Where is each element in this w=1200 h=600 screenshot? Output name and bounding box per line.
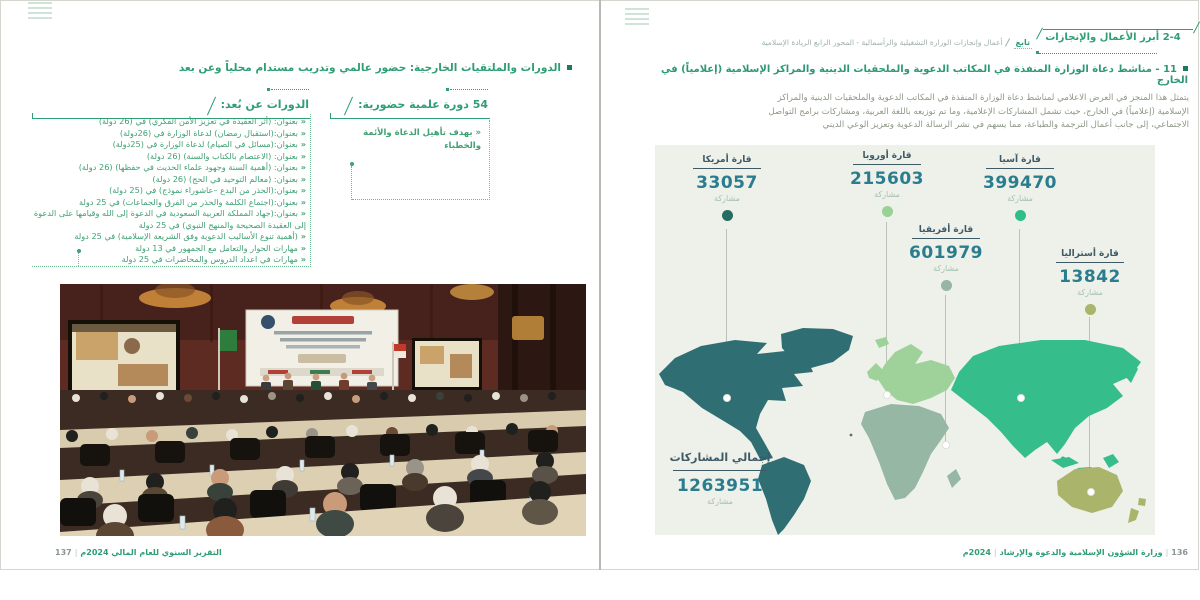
inperson-header-label: 54 دورة علمية حضورية: <box>348 96 490 111</box>
page-number: 136 <box>1171 548 1188 557</box>
continent-name: قارة أوروبا <box>862 151 912 161</box>
stat-underline <box>853 164 921 165</box>
continent-stat-america <box>677 155 777 221</box>
list-item: « مهارات الحوار والتعامل مع الجمهور في 13 دولة <box>32 243 306 255</box>
continent-name: قارة أفريقيا <box>918 225 974 235</box>
list-item: « بعنوان: (أثر العقيدة في تعزيز الأمن الفكري) في (26 دولة) <box>32 116 306 128</box>
inperson-goal-text: « بهدف تأهيل الدعاة والأئمة والخطباء <box>356 127 481 153</box>
breadcrumb-slash-icon <box>1004 38 1009 46</box>
continent-name: قارة آسيا <box>999 155 1041 165</box>
stat-underline <box>912 238 980 239</box>
conference-photo <box>60 284 586 536</box>
section-tab <box>1037 29 1189 49</box>
spread-gutter <box>599 0 601 570</box>
continent-value: 601979 <box>909 243 983 263</box>
stat-dot-icon <box>722 210 733 221</box>
breadcrumb <box>761 38 1032 47</box>
stat-unit-label: مشاركة <box>874 190 900 199</box>
continent-stat-europe <box>837 151 937 217</box>
world-map-panel <box>655 145 1155 535</box>
dotted-roof-decoration <box>271 89 309 90</box>
stat-unit-label: مشاركة <box>933 264 959 273</box>
stat-dot-icon <box>1085 304 1096 315</box>
list-item: « بعنوان: (أهمية السنة وجهود علماء الحديث في حفظها) (26 دولة) <box>32 162 306 174</box>
left-heading-text: الدورات والملتقيات الخارجية: حضور عالمي وتدريب مستدام محلياً وعن بعد <box>178 62 561 74</box>
dotted-bracket-decoration <box>351 166 352 200</box>
right-title-text: 11 - مناشط دعاة الوزارة المنفذة في المكاتب الدعوية والملحقيات الدينية والمراكز الإسلامية (إعلامياً) في الخارج <box>660 64 1188 86</box>
stat-dot-icon <box>1015 210 1026 221</box>
right-page-title <box>660 64 1188 86</box>
breadcrumb-continued-label: تابع <box>1015 38 1030 47</box>
continent-value: 215603 <box>850 169 924 189</box>
continent-stat-africa <box>896 225 996 291</box>
stat-underline <box>693 168 761 169</box>
stat-dot-icon <box>882 206 893 217</box>
stat-underline <box>1056 262 1124 263</box>
tab-top-line <box>1043 29 1193 30</box>
dotted-roof-decoration <box>450 89 488 90</box>
list-item: « بعنوان:(مسائل في الصيام) لدعاة الوزارة في (25دولة) <box>32 139 306 151</box>
continent-stat-australia <box>1040 249 1140 315</box>
inperson-column-header <box>330 93 490 119</box>
report-title: التقرير السنوي للعام المالي 2024م <box>80 548 222 557</box>
list-item: « بعنوان: (معالم التوحيد في الحج) (26 دولة) <box>32 174 306 186</box>
list-item: « بعنوان:(اجتماع الكلمة والحذر من الفرق والجماعات) في 25 دولة <box>32 197 306 209</box>
list-item: « (أهمية تنوع الأساليب الدعوية وفق الشريعة الإسلامية) في 25 دولة <box>32 231 306 243</box>
footer-year: 2024م <box>962 548 991 557</box>
total-underline <box>673 470 767 471</box>
page-corner-lines-icon <box>28 2 52 19</box>
section-tab-label: 2-4 أبرز الأعمال والإنجازات <box>1045 32 1181 43</box>
tab-dotted-underline <box>1039 53 1157 54</box>
page-number: 137 <box>55 548 72 557</box>
header-underline <box>330 118 490 119</box>
footer-separator: | <box>1165 548 1169 557</box>
list-item: « بعنوان:(استقبال رمضان) لدعاة الوزارة في (26دولة) <box>32 128 306 140</box>
total-participations-block <box>663 451 777 506</box>
list-item: « بعنوان:(جهاد المملكة العربية السعودية في الدعوة إلى الله وقيامها على الدعوة إلى العقيدة الصحيحة والمنهج النبوي) في 25 دولة <box>32 208 306 231</box>
breadcrumb-text: أعمال وإنجازات الوزارة التشغيلية والرأسمالية - المحور الرابع الريادة الإسلامية <box>761 38 1003 47</box>
continent-name: قارة أستراليا <box>1061 249 1119 259</box>
stat-dot-icon <box>941 280 952 291</box>
stat-unit-label: مشاركة <box>714 194 740 203</box>
inperson-goal-box <box>352 120 490 200</box>
list-item: « بعنوان: (الاعتصام بالكتاب والسنة) (26 دولة) <box>32 151 306 163</box>
left-page-footer <box>55 548 315 557</box>
square-bullet-icon <box>567 65 572 70</box>
stat-unit-label: مشاركة <box>1007 194 1033 203</box>
total-value: 1263951 <box>676 476 764 496</box>
total-unit-label: مشاركة <box>707 497 733 506</box>
continent-value: 399470 <box>983 173 1057 193</box>
stat-underline <box>986 168 1054 169</box>
page-corner-lines-icon <box>625 8 649 25</box>
ministry-name: وزارة الشؤون الإسلامية والدعوة والإرشاد <box>999 548 1163 557</box>
conference-photo-illustration <box>60 284 586 536</box>
list-item: « مهارات في اعداد الدروس والمحاضرات في 25 دولة <box>32 254 306 266</box>
continent-stat-asia <box>970 155 1070 221</box>
remote-courses-list <box>32 114 311 267</box>
square-bullet-icon <box>1183 66 1188 71</box>
remote-header-label: الدورات عن بُعد: <box>211 96 311 111</box>
right-page-footer <box>930 548 1188 557</box>
dotted-bracket-decoration <box>78 253 79 266</box>
footer-separator: | <box>993 548 997 557</box>
continent-value: 33057 <box>696 173 758 193</box>
stat-unit-label: مشاركة <box>1077 288 1103 297</box>
continent-name: قارة أمريكا <box>702 155 752 165</box>
footer-separator: | <box>74 548 78 557</box>
total-label: إجمالي المشاركات <box>669 451 771 464</box>
left-page-heading <box>30 62 572 74</box>
intro-paragraph: يتمثل هذا المنجز في العرض الاعلامي لمناشط دعاة الوزارة المنفذة في المكاتب الدعوية والملحقيات الدينية والمراكز الإسلامية (إعلامياً) في الخارج، حيث تشمل المشاركات الإعلامية، وما تم توزيعه باللغة العربية، ومشاركات برامج التواصل الاجتماعي، إلى جانب أعمال الترجمة والطباعة، مما يسهم في نشر الرسالة الدعوية وتعزيز الوعي الديني <box>768 93 1189 131</box>
continent-value: 13842 <box>1059 267 1121 287</box>
list-item: « بعنوان:(الحذر من البدع –عاشوراء نموذج) في (25 دولة) <box>32 185 306 197</box>
